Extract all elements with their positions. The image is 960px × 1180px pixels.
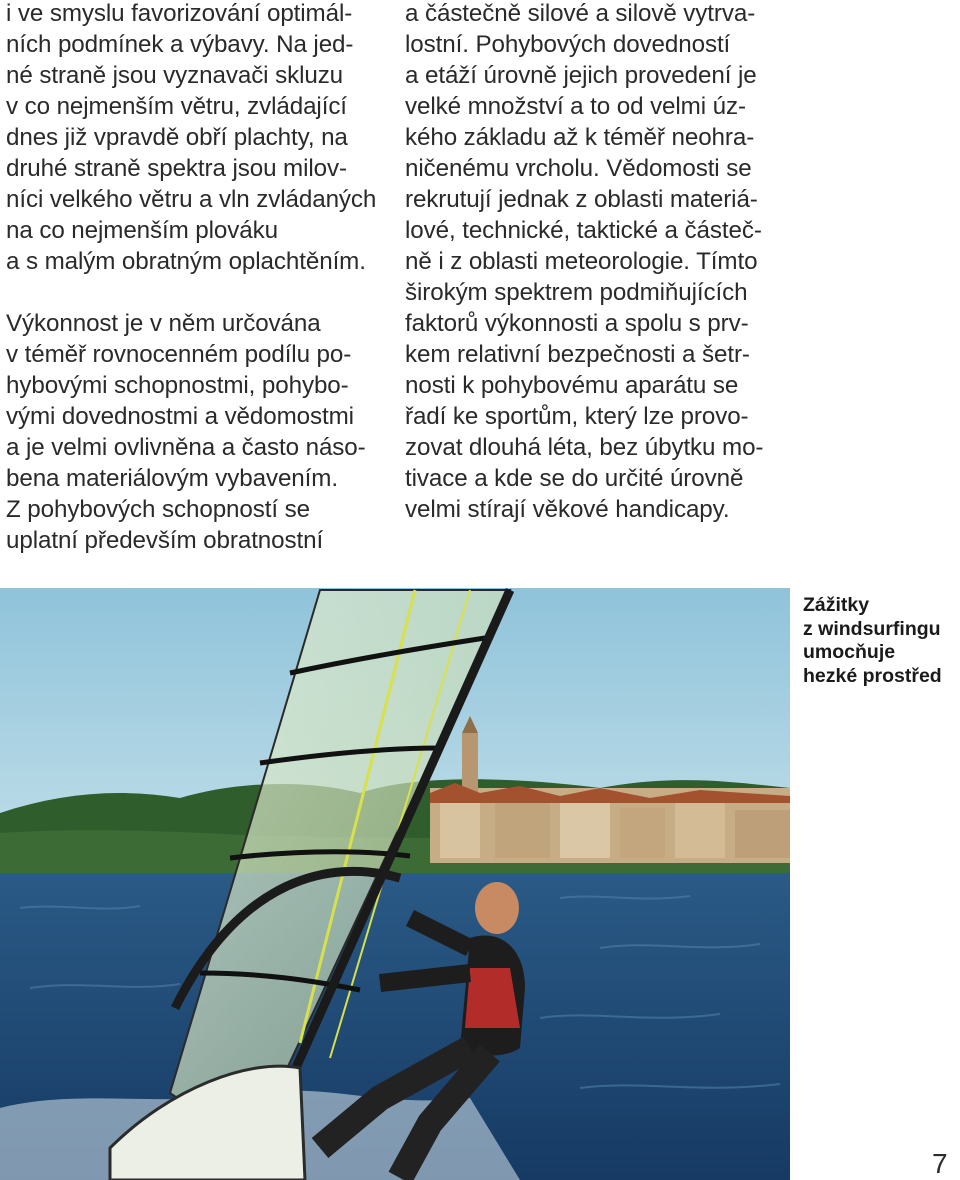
text-line: bena materiálovým vybavením. (6, 465, 338, 492)
text-line: velké množství a to od velmi úz- (405, 93, 746, 120)
text-line: a etáží úrovně jejich provedení je (405, 62, 757, 89)
text-line: v téměř rovnocenném podílu po- (6, 341, 352, 368)
text-line: hybovými schopnostmi, pohybo- (6, 372, 349, 399)
text-line: ních podmínek a výbavy. Na jed- (6, 31, 354, 58)
text-line: níci velkého větru a vln zvládaných (6, 186, 377, 213)
caption-line: Zážitky (803, 594, 870, 616)
left-text-column (6, 0, 391, 556)
text-line: v co nejmenším větru, zvládající (6, 93, 347, 120)
text-line: dnes již vpravdě obří plachty, na (6, 124, 348, 151)
caption-line: hezké prostřed (803, 664, 942, 687)
text-line: zovat dlouhá léta, bez úbytku mo- (405, 434, 764, 461)
caption-line: umocňuje (803, 641, 896, 663)
text-line: a částečně silové a silově vytrva- (405, 0, 756, 27)
text-line: i ve smyslu favorizování optimál- (6, 0, 353, 27)
text-line: kého základu až k téměř neohra- (405, 124, 755, 151)
text-line: a je velmi ovlivněna a často náso- (6, 434, 366, 461)
text-line: druhé straně spektra jsou milov- (6, 155, 347, 182)
text-line: rekrutují jednak z oblasti materiá- (405, 186, 758, 213)
windsurfing-photo (0, 588, 790, 1180)
text-line: Výkonnost je v něm určována (6, 310, 321, 337)
text-line: tivace a kde se do určité úrovně (405, 465, 744, 492)
text-line: ně i z oblasti meteorologie. Tímto (405, 248, 758, 275)
page-number: 7 (932, 1148, 948, 1179)
text-line: Z pohybových schopností se (6, 496, 310, 523)
text-line: a s malým obratným oplachtěním. (6, 248, 366, 275)
text-line: ničenému vrcholu. Vědomosti se (405, 155, 752, 182)
right-text-column (405, 0, 790, 525)
text-line: velmi stírají věkové handicapy. (405, 496, 730, 523)
text-line: kem relativní bezpečnosti a šetr- (405, 341, 750, 368)
text-line: řadí ke sportům, který lze provo- (405, 403, 749, 430)
text-line: lové, technické, taktické a částeč- (405, 217, 762, 244)
text-line: širokým spektrem podmiňujících (405, 279, 748, 306)
text-line: uplatní především obratnostní (6, 527, 324, 554)
text-line: né straně jsou vyznavači skluzu (6, 62, 344, 89)
photo-caption (803, 594, 960, 688)
text-line: na co nejmenším plováku (6, 217, 278, 244)
text-line: nosti k pohybovému aparátu se (405, 372, 739, 399)
paragraph-gap (6, 277, 391, 308)
text-line: vými dovednostmi a vědomostmi (6, 403, 354, 430)
caption-line: z windsurfingu (803, 617, 941, 640)
text-line: faktorů výkonnosti a spolu s prv- (405, 310, 749, 337)
text-line: lostní. Pohybových dovedností (405, 31, 731, 58)
